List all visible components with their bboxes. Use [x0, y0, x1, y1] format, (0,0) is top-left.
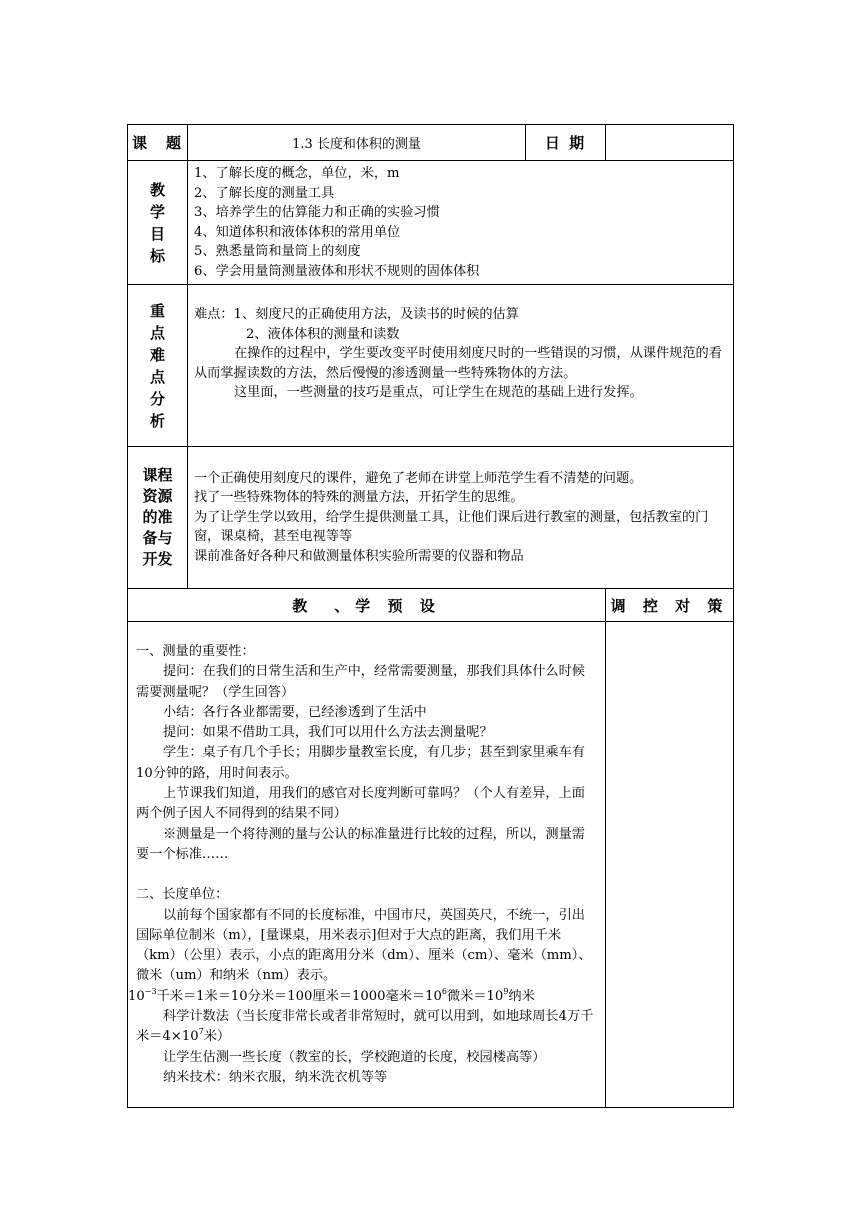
resources-content: [188, 447, 734, 589]
resource-item: 为了让学生学以致用，给学生提供测量工具，让他们课后进行教室的测量，包括教室的门窗，课桌椅，甚至电视等等: [194, 509, 709, 545]
header-row: [128, 125, 734, 161]
content-paragraph: 提问：如果不借助工具，我们可以用什么方法去测量呢？: [163, 725, 493, 741]
resource-item: 课前准备好各种尺和做测量体积实验所需要的仪器和物品: [194, 548, 524, 564]
key-points-label: 重点难点分析: [149, 301, 165, 430]
resource-item: 一个正确使用刻度尺的课件，避免了老师在讲堂上师范学生看不清楚的问题。: [194, 470, 643, 486]
content-paragraph: ※测量是一个将待测的量与公认的标准量进行比较的过程，所以，测量需要一个标准……: [136, 826, 585, 862]
key-points-row: [128, 285, 734, 447]
key-point-line: 2、液体体积的测量和读数: [246, 326, 400, 342]
control-notes: [606, 622, 734, 1108]
date-value: [606, 125, 734, 161]
topic-label: 课 题: [128, 125, 188, 161]
goals-content: [188, 161, 734, 285]
content-row: [128, 622, 734, 1108]
goals-label-cell: [128, 161, 188, 285]
section-header-row: [128, 589, 734, 622]
content-paragraph: 纳米技术：纳米衣服，纳米洗衣机等等: [163, 1069, 388, 1085]
content-paragraph: 科学计数法（当长度非常长或者非常短时，就可以用到，如地球周长4万千米$=4\times 10^7$米）: [136, 1009, 594, 1045]
key-point-paragraph: 在操作的过程中，学生要改变平时使用刻度尺时的一些错误的习惯，从课件规范的看从而掌握读数的方法，然后慢慢的渗透测量一些特殊物体的方法。: [194, 346, 722, 381]
goal-item: 1、了解长度的概念，单位，米，m: [194, 166, 400, 181]
goal-item: 5、熟悉量筒和量筒上的刻度: [194, 244, 361, 259]
content-paragraph: 让学生估测一些长度（教室的长，学校跑道的长度，校园楼高等）: [163, 1049, 546, 1065]
goals-label: 教学目标: [149, 180, 165, 265]
goals-row: [128, 161, 734, 285]
date-label: 日 期: [526, 125, 606, 161]
resource-item: 找了一些特殊物体的特殊的测量方法，开拓学生的思维。: [194, 490, 524, 506]
teaching-content: [128, 622, 606, 1108]
control-section-header: 调 控 对 策: [606, 589, 734, 622]
key-point-paragraph: 这里面，一些测量的技巧是重点，可让学生在规范的基础上进行发挥。: [234, 385, 643, 401]
key-point-line: 难点：1、刻度尺的正确使用方法，及读书的时候的估算: [194, 307, 519, 323]
section-title: 一、测量的重要性：: [136, 644, 255, 659]
content-paragraph: 上节课我们知道，用我们的感官对长度判断可靠吗？（个人有差异，上面两个例子因人不同得到的结果不同）: [136, 786, 585, 822]
teaching-section-header: 教 、学 预 设: [128, 589, 606, 622]
goal-item: 2、了解长度的测量工具: [194, 185, 335, 201]
lesson-plan-table: [127, 124, 734, 1108]
resources-label-cell: [128, 447, 188, 589]
key-points-content: [188, 285, 734, 447]
topic-value: 1.3 长度和体积的测量: [188, 125, 526, 161]
content-paragraph: 以前每个国家都有不同的长度标准，中国市尺，英国英尺，不统一，引出国际单位制米（m），[量课桌，用米表示]但对于大点的距离，我们用千米（km）（公里）表示，小点的距离用分米（dm）、厘米（cm）、毫米（mm）、微米（um）和纳米（nm）表示。: [136, 907, 592, 984]
goal-item: 4、知道体积和液体体积的常用单位: [194, 224, 401, 240]
goal-item: 6、学会用量筒测量液体和形状不规则的固体体积: [194, 263, 480, 279]
key-points-label-cell: [128, 285, 188, 447]
content-paragraph: 学生：桌子有几个手长；用脚步量教室长度，有几步；甚至到家里乘车有10分钟的路，用时间表示。: [136, 745, 585, 781]
content-paragraph: 小结：各行各业都需要，已经渗透到了生活中: [163, 704, 427, 720]
resources-row: [128, 447, 734, 589]
goal-item: 3、培养学生的估算能力和正确的实验习惯: [194, 205, 440, 220]
resources-label: 课程资源的准备与开发: [142, 466, 173, 568]
section-title: 二、长度单位：: [136, 887, 229, 903]
unit-equation: $10^{-3}$千米＝1米＝10分米＝100厘米＝1000毫米$=10^6$微米$=10^9$纳米: [128, 986, 535, 1004]
content-paragraph: 提问：在我们的日常生活和生产中，经常需要测量，那我们具体什么时候需要测量呢？（学生回答）: [136, 664, 585, 700]
